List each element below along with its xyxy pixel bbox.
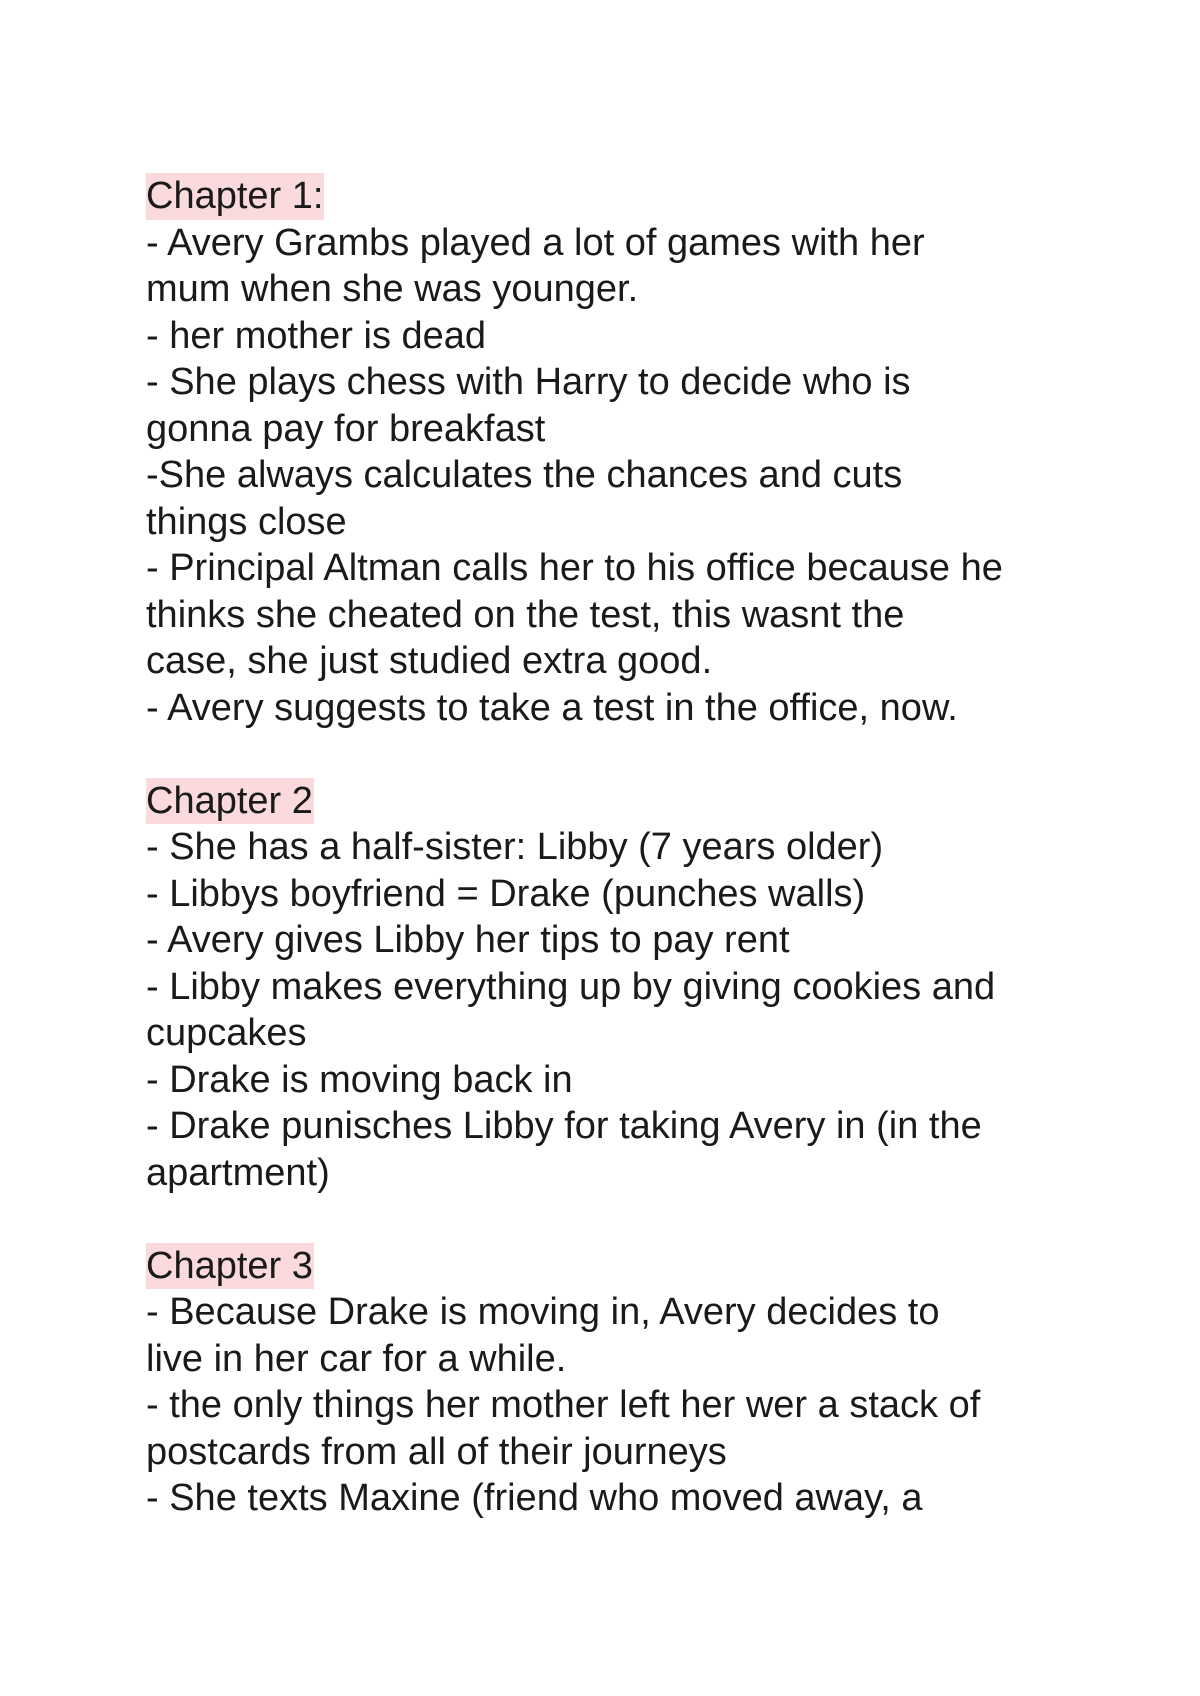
- chapter-1-line: - her mother is dead: [146, 314, 487, 357]
- chapter-1-section: [146, 173, 1106, 731]
- chapter-3-line: live in her car for a while.: [146, 1337, 567, 1380]
- chapter-2-line: - Avery gives Libby her tips to pay rent: [146, 919, 790, 961]
- chapter-1-line: mum when she was younger.: [146, 268, 639, 310]
- chapter-2-line: - She has a half-sister: Libby (7 years older): [146, 826, 884, 868]
- chapter-1-line: - Avery suggests to take a test in the office, now.: [146, 686, 958, 729]
- chapter-1-heading: Chapter 1:: [146, 173, 324, 220]
- chapter-2-line: - Drake punisches Libby for taking Avery in (in the: [146, 1105, 982, 1147]
- chapter-2-section: [146, 778, 1106, 1197]
- chapter-2-line: - Libbys boyfriend = Drake (punches walls): [146, 872, 866, 915]
- chapter-3-line: - Because Drake is moving in, Avery decides to: [146, 1291, 940, 1333]
- chapter-3-heading: Chapter 3: [146, 1243, 314, 1290]
- chapter-2-line: - Drake is moving back in: [146, 1058, 573, 1101]
- chapter-3-line: postcards from all of their journeys: [146, 1430, 727, 1473]
- notes-body: [146, 173, 1106, 1522]
- chapter-3-section: [146, 1243, 1106, 1522]
- chapter-1-line: gonna pay for breakfast: [146, 407, 546, 450]
- chapter-3-line: - She texts Maxine (friend who moved away, a: [146, 1477, 923, 1519]
- chapter-3-line: - the only things her mother left her wer a stack of: [146, 1384, 981, 1426]
- chapter-2-heading: Chapter 2: [146, 778, 314, 825]
- chapter-2-line: cupcakes: [146, 1012, 307, 1054]
- chapter-2-line: - Libby makes everything up by giving cookies and: [146, 965, 996, 1008]
- chapter-2-line: apartment): [146, 1151, 330, 1194]
- chapter-1-line: - Avery Grambs played a lot of games with her: [146, 221, 925, 264]
- chapter-1-line: case, she just studied extra good.: [146, 640, 713, 682]
- chapter-1-line: - She plays chess with Harry to decide who is: [146, 361, 911, 403]
- chapter-1-line: thinks she cheated on the test, this wasnt the: [146, 593, 905, 636]
- chapter-1-line: -She always calculates the chances and cuts: [146, 454, 903, 496]
- chapter-1-line: - Principal Altman calls her to his office because he: [146, 547, 1003, 589]
- chapter-1-line: things close: [146, 500, 347, 543]
